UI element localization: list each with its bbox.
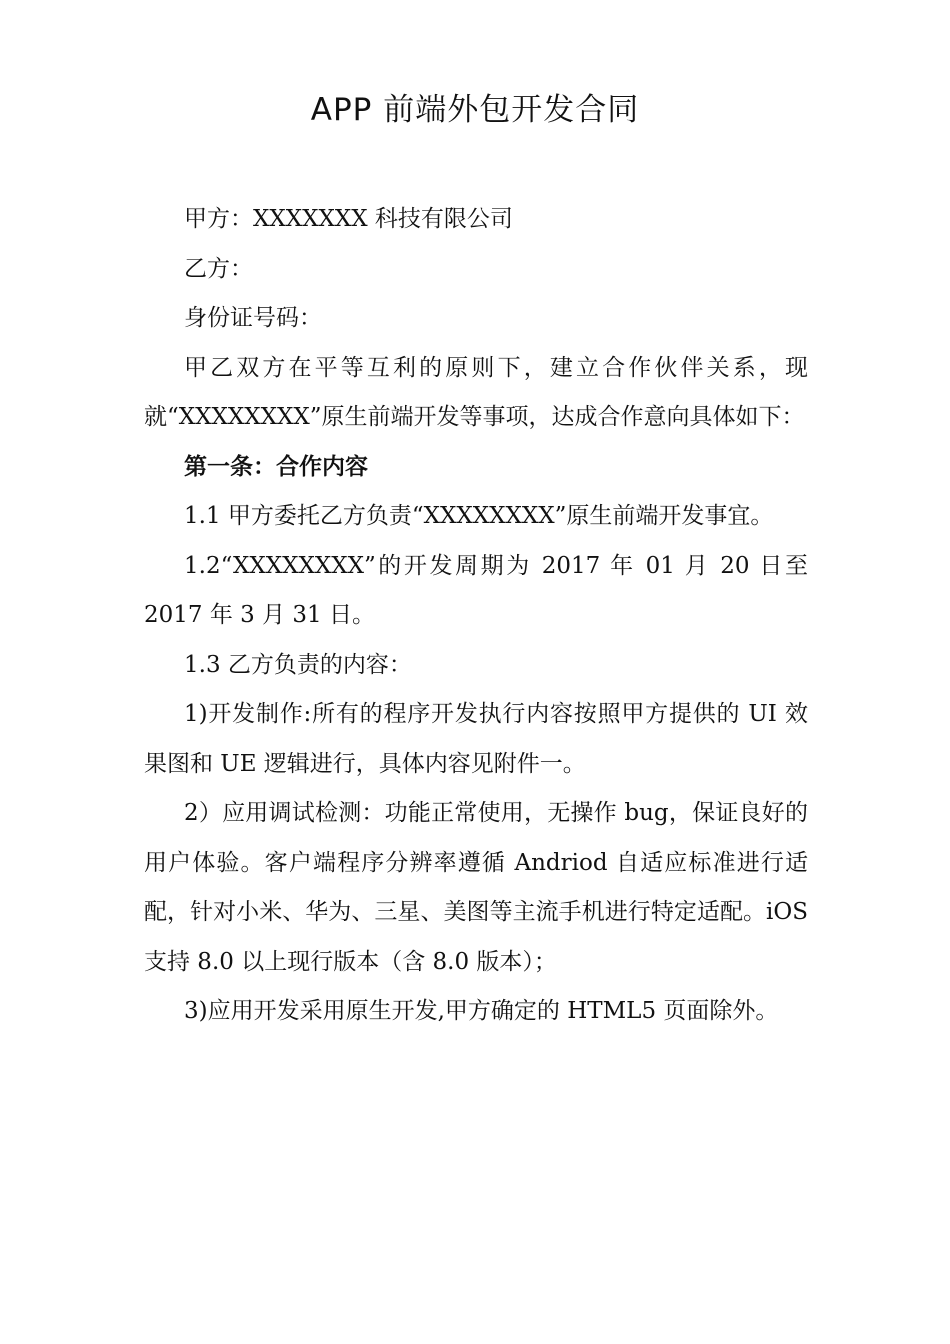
- item-3-native: 3)应用开发采用原生开发,甲方确定的 HTML5 页面除外。: [184, 998, 779, 1024]
- item-1-development: 1)开发制作:所有的程序开发执行内容按照甲方提供的 UI 效果图和 UE 逻辑进行，具体内容见附件一。: [144, 701, 808, 777]
- clause-1-3: 1.3 乙方负责的内容：: [184, 651, 412, 678]
- document-body: [144, 195, 808, 1037]
- preamble-paragraph: 甲乙双方在平等互利的原则下，建立合作伙伴关系，现就“XXXXXXXX”原生前端开发等事项，达成合作意向具体如下：: [144, 354, 808, 430]
- clause-1-2: 1.2“XXXXXXXX”的开发周期为 2017 年 01 月 20 日至 2017 年 3 月 31 日。: [144, 552, 808, 628]
- document-title: APP 前端外包开发合同: [310, 92, 640, 128]
- party-a-line: 甲方：XXXXXXX 科技有限公司: [184, 206, 513, 232]
- party-b-line: 乙方：: [184, 255, 253, 282]
- article-1-heading: 第一条：合作内容: [184, 453, 368, 480]
- id-number-line: 身份证号码：: [184, 305, 322, 331]
- clause-1-1: 1.1 甲方委托乙方负责“XXXXXXXX”原生前端开发事宜。: [184, 503, 774, 529]
- item-2-testing: 2）应用调试检测：功能正常使用，无操作 bug，保证良好的用户体验。客户端程序分辨率遵循 Andriod 自适应标准进行适配，针对小米、华为、三星、美图等主流手机进行特定适配。iOS 支持 8.0 以上现行版本（含 8.0 版本）；: [144, 800, 808, 975]
